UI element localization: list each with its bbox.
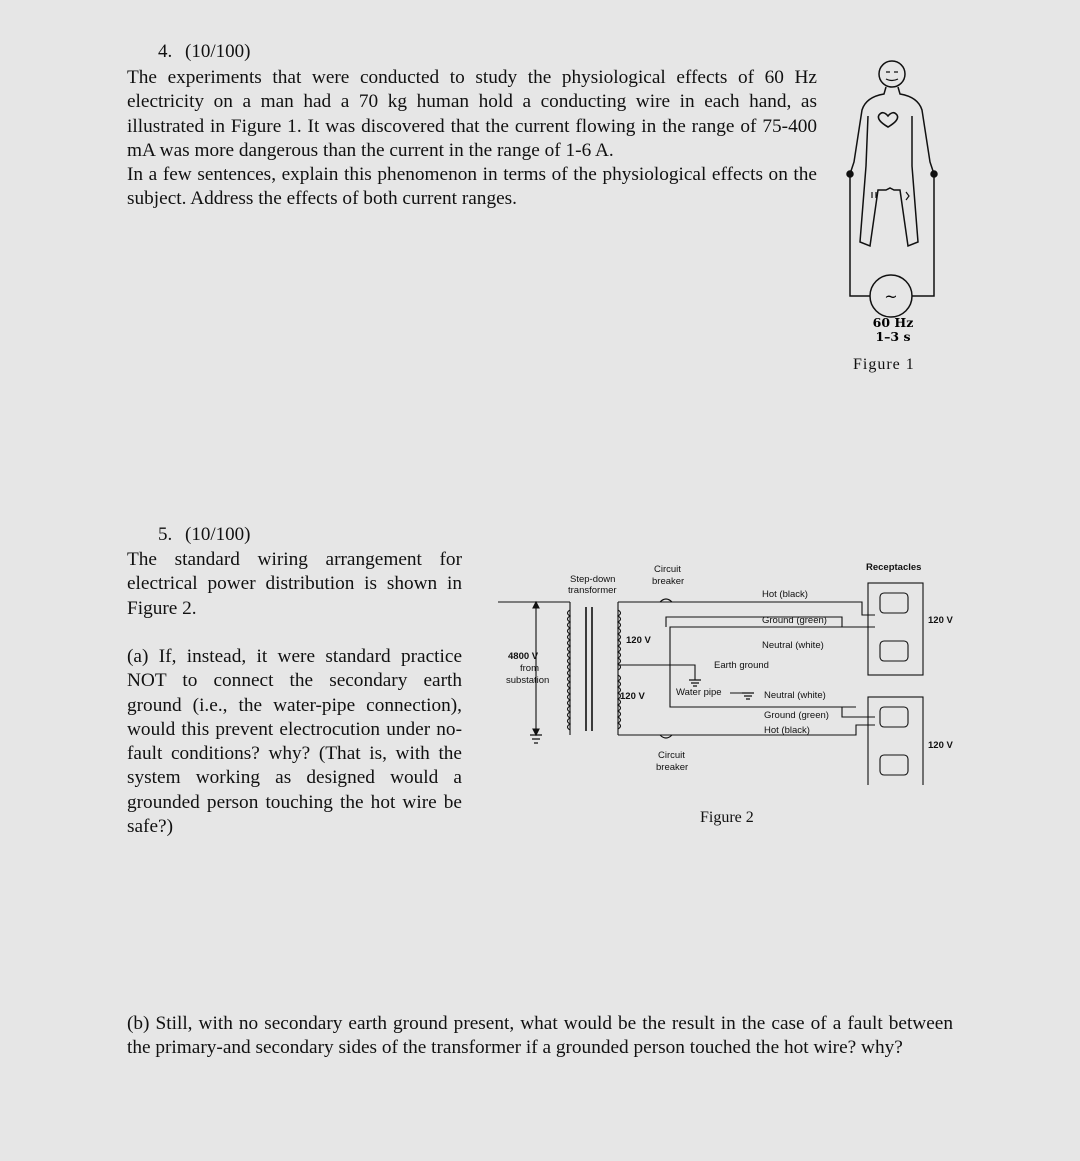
q4-paragraph-2: In a few sentences, explain this phenomenon in terms of the physiological effects on the subject. Address the effects of both current ranges. bbox=[127, 164, 817, 210]
secondary-coil bbox=[618, 602, 621, 735]
neutral-bottom-label: Neutral (white) bbox=[764, 690, 826, 701]
body-outline bbox=[850, 87, 934, 246]
figure-1-human-circuit bbox=[820, 50, 950, 350]
q4-paragraph-1: The experiments that were conducted to study the physiological effects of 60 Hz electricity on a man had a 70 kg human hold a conducting wire in each hand, as illustrated in Figure 1. It was discovered that the current flowing in the range of 75-400 mA was more dangerous than the current in the range of 1-6 A. bbox=[127, 67, 817, 161]
breaker-bottom-label-1: Circuit bbox=[658, 750, 685, 761]
primary-from: from bbox=[520, 663, 539, 674]
q4-points: (10/100) bbox=[185, 41, 251, 62]
transformer-core bbox=[586, 607, 592, 731]
figure-1-duration: 1–3 s bbox=[875, 329, 911, 344]
heart-icon bbox=[878, 113, 897, 127]
primary-coil bbox=[568, 602, 571, 735]
ground-top-label: Ground (green) bbox=[762, 615, 827, 626]
primary-substation: substation bbox=[506, 675, 550, 686]
wire-right bbox=[912, 174, 934, 296]
stepdown-label-2: transformer bbox=[568, 585, 617, 596]
outlet-2 bbox=[880, 641, 908, 661]
hot-top-label: Hot (black) bbox=[762, 589, 808, 600]
breaker-top-label-1: Circuit bbox=[654, 564, 681, 575]
head-outline bbox=[879, 61, 905, 87]
secondary-voltage-upper: 120 V bbox=[626, 635, 651, 646]
earth-ground-link bbox=[618, 665, 695, 680]
ground-bottom bbox=[842, 707, 875, 717]
q5-part-b: (b) Still, with no secondary earth ground present, what would be the result in the case of a fault between the primary-and secondary sides of the transformer if a grounded person touched the hot wire? why? bbox=[127, 1013, 953, 1059]
outlet-3 bbox=[880, 707, 908, 727]
ac-source-symbol: ~ bbox=[884, 287, 898, 306]
figure-2-caption: Figure 2 bbox=[700, 809, 754, 826]
ground-bottom-label: Ground (green) bbox=[764, 710, 829, 721]
outlet-4 bbox=[880, 755, 908, 775]
hot-bottom-label: Hot (black) bbox=[764, 725, 810, 736]
outlet-1 bbox=[880, 593, 908, 613]
neutral-top-label: Neutral (white) bbox=[762, 640, 824, 651]
q5-number: 5. bbox=[158, 524, 173, 545]
breaker-top-label-2: breaker bbox=[652, 576, 685, 587]
receptacle-voltage-bottom: 120 V bbox=[928, 740, 953, 751]
q5-part-a: (a) If, instead, it were standard practice NOT to connect the secondary earth ground (i.e., the water-pipe connection), would this prevent electrocution under no-fault conditions? why? (That is, with the system working as designed would a grounded person touching the hot wire be safe?) bbox=[127, 646, 462, 838]
receptacle-box-bottom bbox=[868, 697, 923, 785]
q5-intro: The standard wiring arrangement for electrical power distribution is shown in Figure 2. bbox=[127, 549, 462, 619]
earth-ground-label: Earth ground bbox=[714, 660, 769, 671]
primary-voltage: 4800 V bbox=[508, 651, 539, 662]
hot-wire-bottom bbox=[618, 725, 875, 735]
q4-number: 4. bbox=[158, 41, 173, 62]
figure-1-frequency: 60 Hz bbox=[872, 315, 914, 330]
q5-heading bbox=[158, 524, 250, 546]
breaker-bottom-label-2: breaker bbox=[656, 762, 689, 773]
secondary-voltage-lower: 120 V bbox=[620, 691, 645, 702]
receptacle-voltage-top: 120 V bbox=[928, 615, 953, 626]
q5-points: (10/100) bbox=[185, 524, 251, 545]
stepdown-label-1: Step-down bbox=[570, 574, 616, 585]
figure-2-wiring-diagram bbox=[490, 555, 980, 785]
receptacles-label: Receptacles bbox=[866, 562, 922, 573]
q4-heading bbox=[158, 41, 250, 63]
hot-wire-top bbox=[618, 602, 875, 615]
water-pipe-label: Water pipe bbox=[676, 687, 722, 698]
figure-1-caption: Figure 1 bbox=[853, 356, 915, 373]
